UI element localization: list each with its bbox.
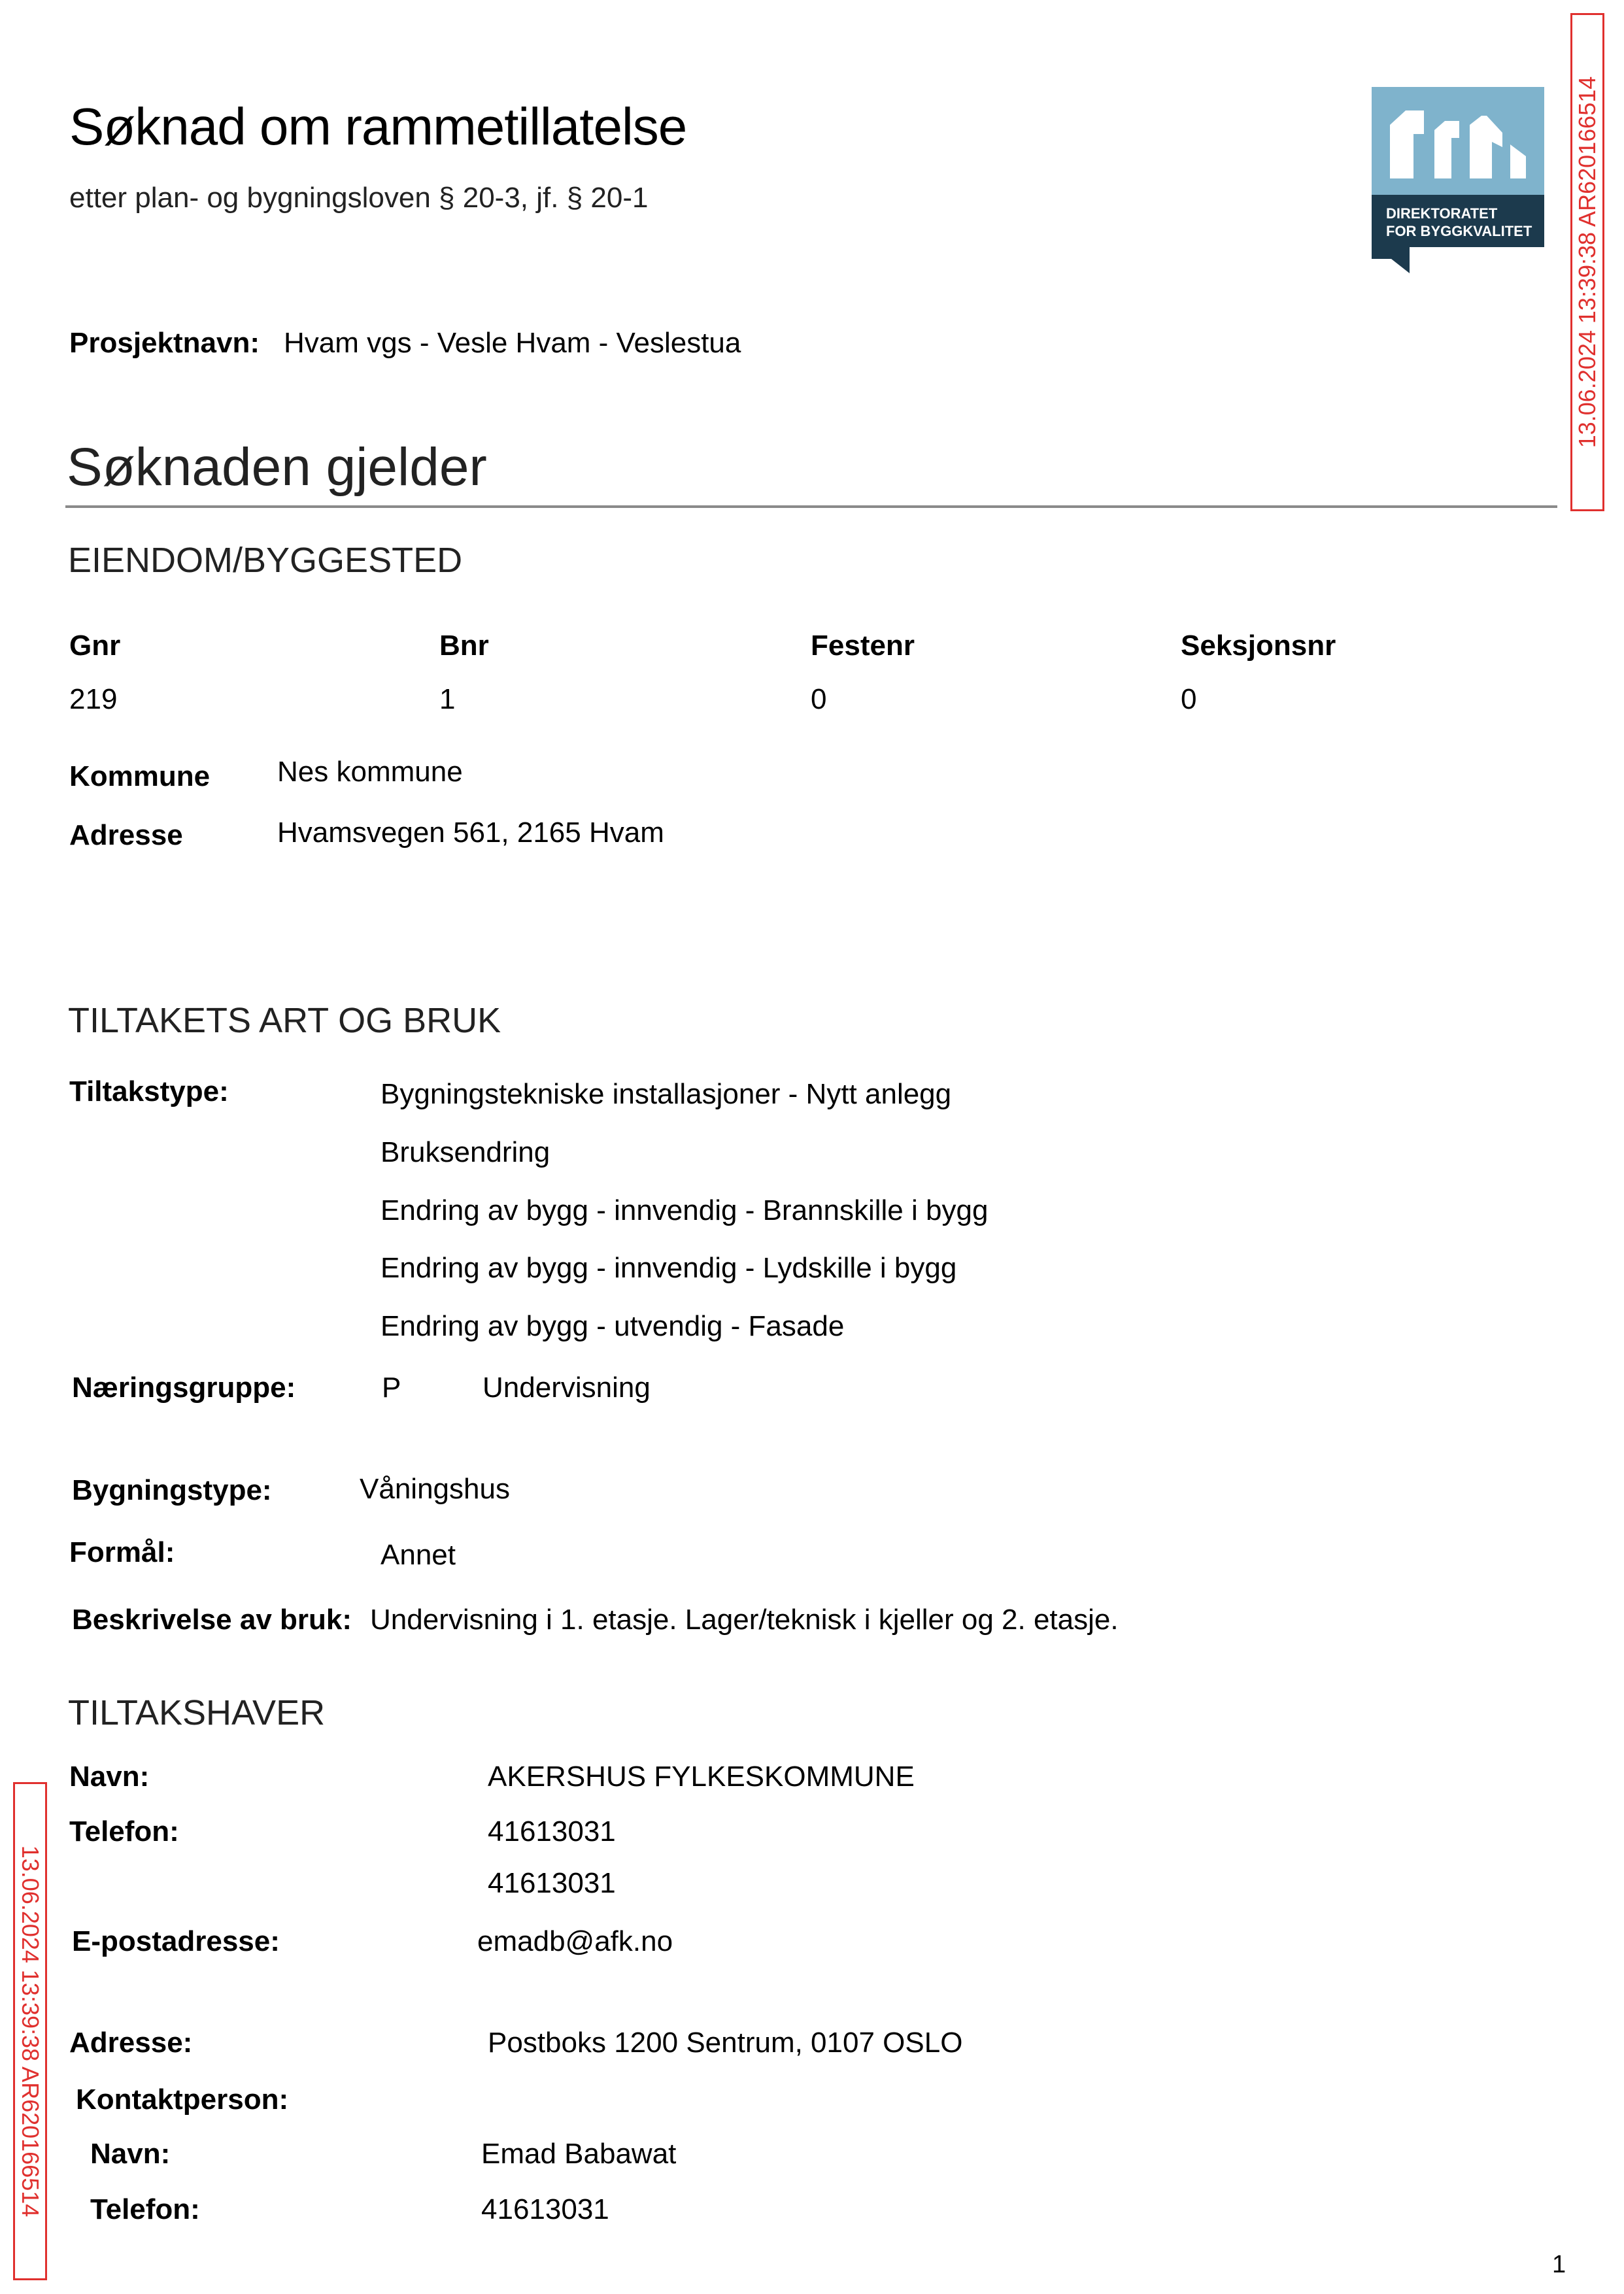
dibk-logo-icon xyxy=(1372,87,1544,273)
naeringsgruppe-code: P xyxy=(382,1372,401,1404)
tiltakstype-item: Bygningstekniske installasjoner - Nytt anlegg xyxy=(381,1078,952,1110)
tiltakshaver-heading: TILTAKSHAVER xyxy=(68,1693,326,1732)
project-name-label: Prosjektnavn: xyxy=(69,327,260,359)
receipt-stamp-text: 13.06.2024 13:39:38 AR620166514 xyxy=(1574,76,1600,448)
bnr-value: 1 xyxy=(439,683,456,715)
adresse-value: Hvamsvegen 561, 2165 Hvam xyxy=(277,817,664,849)
naeringsgruppe-value: Undervisning xyxy=(482,1372,651,1404)
festenr-value: 0 xyxy=(811,683,827,715)
kommune-label: Kommune xyxy=(69,760,211,792)
logo-line-1: DIREKTORATET xyxy=(1386,205,1498,222)
bygningstype-value: Våningshus xyxy=(360,1473,510,1505)
naeringsgruppe-label: Næringsgruppe: xyxy=(72,1372,296,1404)
dibk-logo xyxy=(1372,87,1544,273)
tiltakshaver-epost-label: E-postadresse: xyxy=(72,1925,280,1957)
festenr-label: Festenr xyxy=(811,630,915,662)
formal-value: Annet xyxy=(381,1539,456,1571)
divider xyxy=(65,505,1557,508)
logo-line-2: FOR BYGGKVALITET xyxy=(1386,223,1532,239)
tiltakstype-item: Bruksendring xyxy=(381,1136,550,1168)
seksjonsnr-label: Seksjonsnr xyxy=(1181,630,1336,662)
tiltakshaver-telefon-value: 41613031 xyxy=(488,1867,616,1899)
tiltakshaver-telefon-label: Telefon: xyxy=(69,1815,179,1847)
document-title: Søknad om rammetillatelse xyxy=(69,97,687,156)
bnr-label: Bnr xyxy=(439,630,489,662)
gnr-label: Gnr xyxy=(69,630,121,662)
property-heading: EIENDOM/BYGGESTED xyxy=(68,541,463,580)
gnr-value: 219 xyxy=(69,683,118,715)
kontaktperson-label: Kontaktperson: xyxy=(76,2083,289,2116)
kontaktperson-navn-label: Navn: xyxy=(90,2138,171,2170)
tiltakstype-label: Tiltakstype: xyxy=(69,1075,229,1107)
beskrivelse-value: Undervisning i 1. etasje. Lager/teknisk i kjeller og 2. etasje. xyxy=(370,1604,1119,1636)
project-name-value: Hvam vgs - Vesle Hvam - Veslestua xyxy=(284,327,741,359)
tiltakstype-item: Endring av bygg - innvendig - Lydskille i bygg xyxy=(381,1252,957,1284)
kontaktperson-telefon-label: Telefon: xyxy=(90,2193,200,2225)
section-applies-heading: Søknaden gjelder xyxy=(67,437,487,497)
kontaktperson-telefon-value: 41613031 xyxy=(481,2193,609,2225)
tiltakshaver-navn-value: AKERSHUS FYLKESKOMMUNE xyxy=(488,1761,915,1793)
adresse-label: Adresse xyxy=(69,819,183,851)
tiltakshaver-epost-value: emadb@afk.no xyxy=(477,1925,673,1957)
document-subtitle: etter plan- og bygningsloven § 20-3, jf. § 20-1 xyxy=(69,182,649,214)
tiltakshaver-adresse-value: Postboks 1200 Sentrum, 0107 OSLO xyxy=(488,2027,963,2059)
tiltakstype-item: Endring av bygg - innvendig - Brannskille i bygg xyxy=(381,1194,989,1226)
page-number: 1 xyxy=(1552,2251,1566,2278)
receipt-stamp-text: 13.06.2024 13:39:38 AR620166514 xyxy=(17,1845,44,2218)
receipt-stamp xyxy=(13,1782,47,2280)
seksjonsnr-value: 0 xyxy=(1181,683,1197,715)
bygningstype-label: Bygningstype: xyxy=(72,1474,272,1506)
receipt-stamp xyxy=(1570,13,1604,511)
tiltakshaver-navn-label: Navn: xyxy=(69,1761,150,1793)
tiltakshaver-adresse-label: Adresse: xyxy=(69,2027,193,2059)
formal-label: Formål: xyxy=(69,1536,175,1568)
kontaktperson-navn-value: Emad Babawat xyxy=(481,2138,677,2170)
tiltakstype-item: Endring av bygg - utvendig - Fasade xyxy=(381,1310,845,1342)
tiltak-heading: TILTAKETS ART OG BRUK xyxy=(68,1001,501,1040)
kommune-value: Nes kommune xyxy=(277,756,463,788)
tiltakshaver-telefon-value: 41613031 xyxy=(488,1815,616,1847)
beskrivelse-label: Beskrivelse av bruk: xyxy=(72,1604,352,1636)
